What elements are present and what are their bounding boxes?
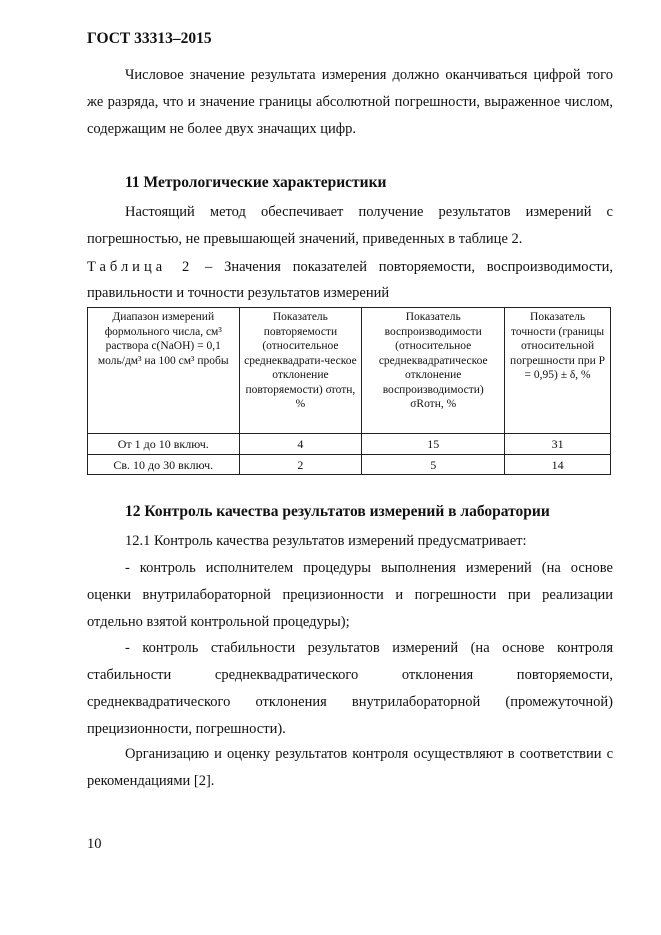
table-caption (87, 254, 613, 306)
header-accuracy: Показатель точности (границы относительной погрешности при P = 0,95) ± δ, % (505, 308, 611, 434)
table-cell: 14 (505, 454, 611, 475)
table-cell: 15 (362, 434, 505, 455)
header-repeatability: Показатель повторяемости (относительное среднеквадрати-ческое отклонение повторяемости) σrотн, % (239, 308, 362, 434)
table-cell: 31 (505, 434, 611, 455)
table-row (88, 454, 611, 475)
intro-paragraph: Числовое значение результата измерения должно оканчиваться цифрой того же разряда, что и значение границы абсолютной погрешности, выраженное числом, содержащим не более двух значащих цифр. (87, 67, 613, 137)
section-11-paragraph: Настоящий метод обеспечивает получение результатов измерений с погрешностью, не превышающей значений, приведенных в таблице 2. (87, 204, 613, 247)
stability-control-paragraph: - контроль стабильности результатов измерений (на основе контроля стабильности среднеквадратического отклонения повторяемости, среднеквадратического отклонения внутрилабораторной (промежуточной) прецизионности, погрешности). (87, 640, 613, 737)
table-header-row (88, 308, 611, 434)
table-cell: Св. 10 до 30 включ. (88, 454, 240, 475)
header-range: Диапазон измерений формольного числа, см³ раствора с(NaOH) = 0,1 моль/дм³ на 100 см³ пробы (88, 308, 240, 434)
page-number: 10 (87, 836, 102, 852)
metrology-table (87, 307, 611, 475)
section-12-title: 12 Контроль качества результатов измерений в лаборатории (125, 503, 550, 520)
section-12-1-paragraph: 12.1 Контроль качества результатов измерений предусматривает: (125, 533, 527, 549)
table-cell: 5 (362, 454, 505, 475)
organization-paragraph: Организацию и оценку результатов контроля осуществляют в соответствии с рекомендациями [2]. (87, 746, 613, 789)
header-reproducibility: Показатель воспроизводимости (относительное среднеквадратическое отклонение воспроизводимости) σRотн, % (362, 308, 505, 434)
table-cell: От 1 до 10 включ. (88, 434, 240, 455)
section-11-title: 11 Метрологические характеристики (125, 174, 387, 191)
table-row (88, 434, 611, 455)
document-code: ГОСТ 33313–2015 (87, 30, 212, 47)
table-cell: 4 (239, 434, 362, 455)
table-cell: 2 (239, 454, 362, 475)
table-caption-text: – Значения показателей повторяемости, воспроизводимости, правильности и точности результатов измерений (87, 259, 614, 301)
control-procedure-paragraph: - контроль исполнителем процедуры выполнения измерений (на основе оценки внутрилабораторной прецизионности и погрешности при реализации отдельно взятой контрольной процедуры); (87, 560, 613, 630)
table-caption-label: Таблица 2 (87, 259, 194, 275)
